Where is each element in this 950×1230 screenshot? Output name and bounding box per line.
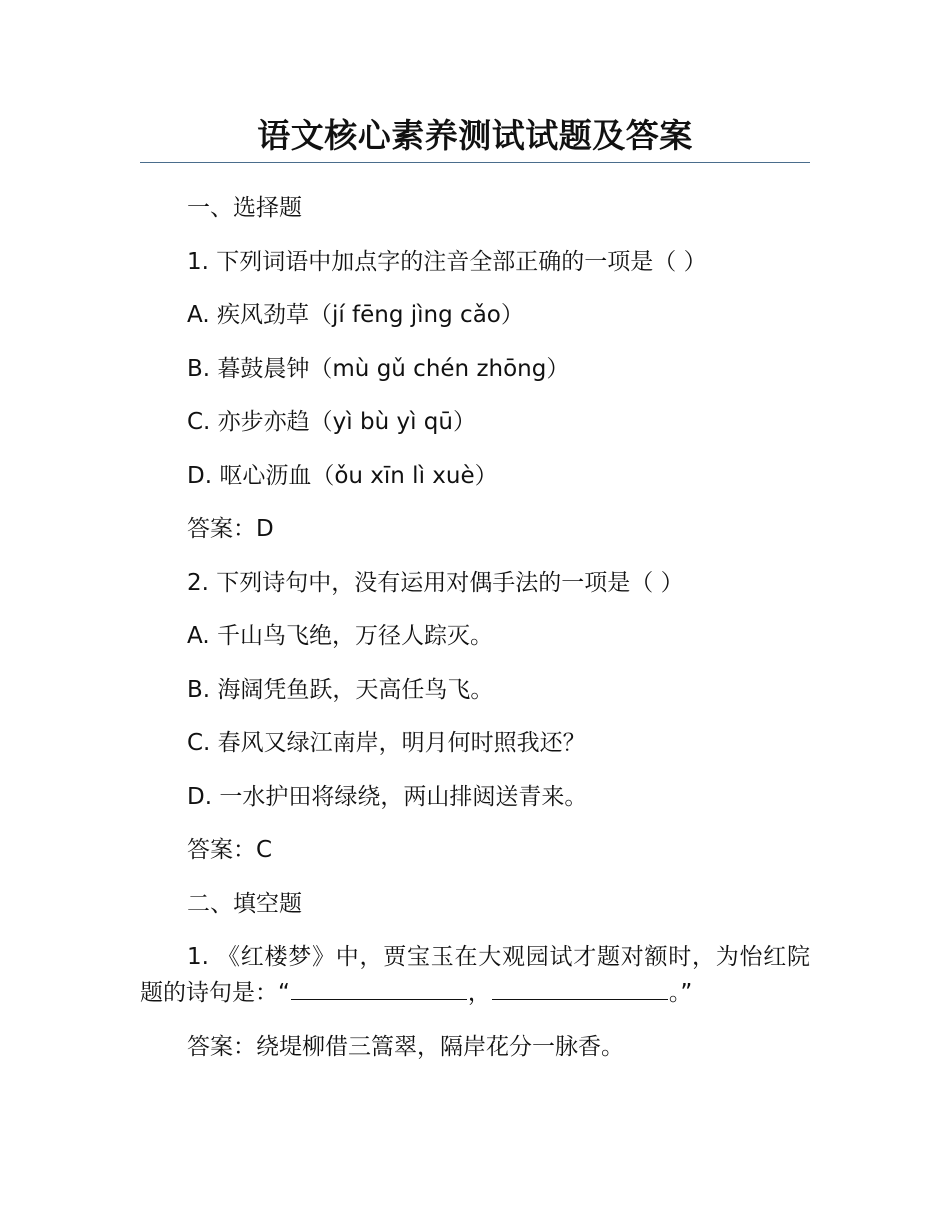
- question-1-answer: 答案：D: [187, 516, 274, 542]
- question-2-option-b: B. 海阔凭鱼跃，天高任鸟飞。: [187, 676, 494, 703]
- fill-question-1-stem: [140, 939, 810, 1011]
- fill-question-1-end: 。”: [668, 980, 693, 1006]
- question-1-option-c: C. 亦步亦趋（yì bù yì qū）: [187, 409, 476, 435]
- document-body: [140, 190, 810, 1082]
- question-2-option-a: A. 千山鸟飞绝，万径人踪灭。: [187, 623, 493, 649]
- question-2-option-d: D. 一水护田将绿绕，两山排闼送青来。: [187, 783, 588, 810]
- answer-blank-2: [492, 977, 668, 1000]
- title-divider: [140, 162, 810, 163]
- fill-question-1-text: 1. 《红楼梦》中，贾宝玉在大观园试才题对额时，为怡红院题的诗句是：“: [140, 944, 810, 1006]
- question-1-option-b: B. 暮鼓晨钟（mù gǔ chén zhōng）: [187, 355, 570, 382]
- section-heading-fill-blank: 二、填空题: [187, 890, 302, 917]
- fill-question-1-answer: 答案：绕堤柳借三篙翠，隔岸花分一脉香。: [187, 1033, 624, 1060]
- question-1-stem: 1. 下列词语中加点字的注音全部正确的一项是（ ）: [187, 248, 707, 275]
- document-title: 语文核心素养测试试题及答案: [257, 116, 693, 155]
- question-1-option-d: D. 呕心沥血（ǒu xīn lì xuè）: [187, 462, 498, 489]
- answer-blank-1: [291, 977, 467, 1000]
- question-2-option-c: C. 春风又绿江南岸，明月何时照我还？: [187, 730, 586, 756]
- question-2-answer: 答案：C: [187, 837, 273, 863]
- blank-separator: ，: [467, 980, 491, 1006]
- question-2-stem: 2. 下列诗句中，没有运用对偶手法的一项是（ ）: [187, 569, 684, 596]
- question-1-option-a: A. 疾风劲草（jí fēng jìng cǎo）: [187, 302, 524, 328]
- section-heading-choice: 一、选择题: [187, 195, 302, 221]
